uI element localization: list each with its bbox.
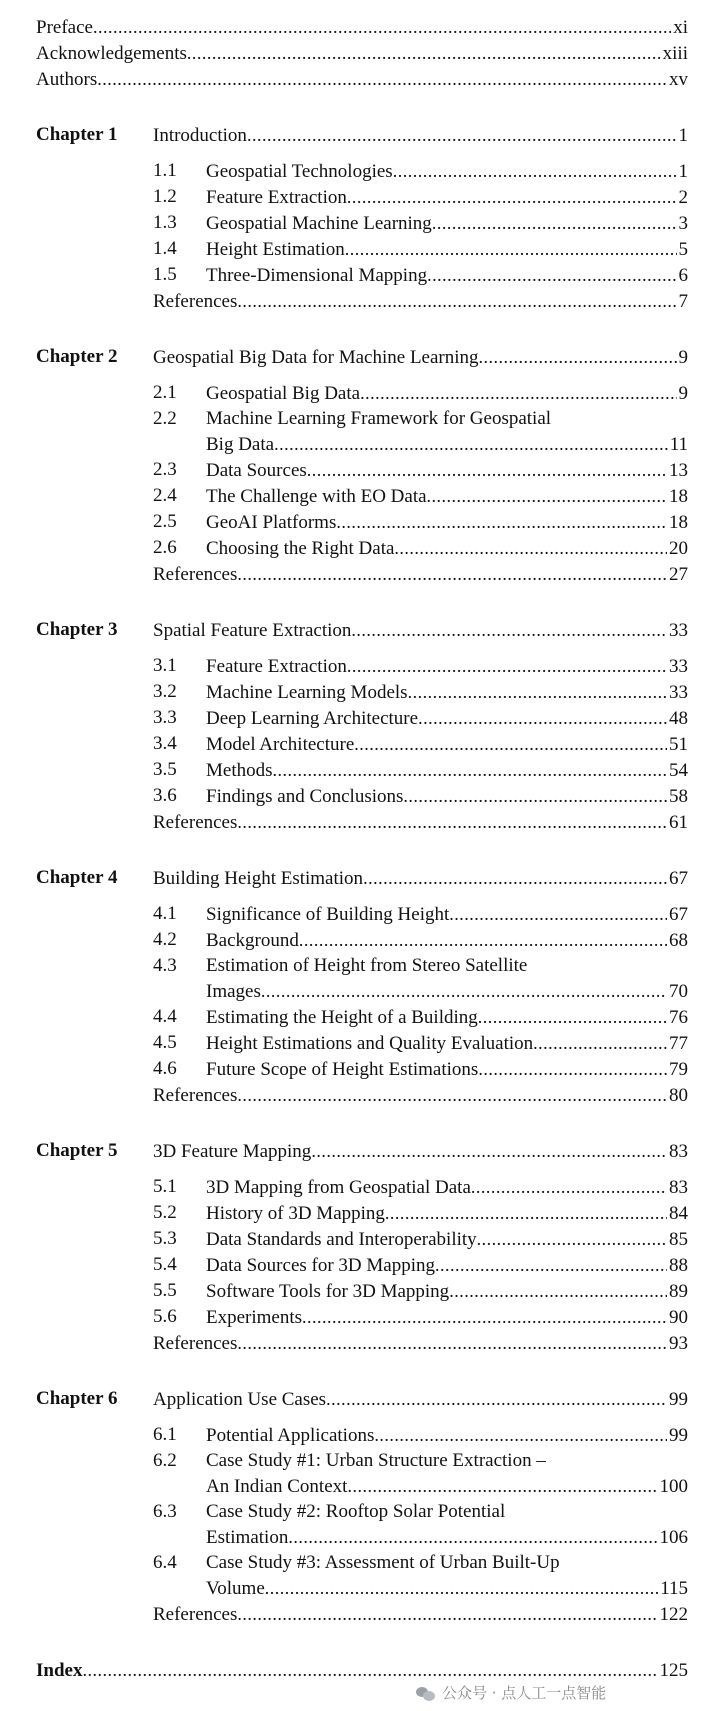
section-number: 4.3 bbox=[153, 955, 177, 976]
front-matter-entry-label: Authors bbox=[36, 69, 98, 90]
section-number: 2.2 bbox=[153, 408, 177, 429]
section-entry-label: Feature Extraction bbox=[206, 656, 347, 677]
chapter-number: Chapter 2 bbox=[36, 346, 118, 367]
section-entry-label: Geospatial Technologies bbox=[206, 161, 393, 182]
section-entry-page: 6 bbox=[678, 265, 688, 286]
section-entry-page: 84 bbox=[669, 1203, 688, 1224]
dot-leader bbox=[273, 757, 668, 776]
section-entry-label: Geospatial Big Data bbox=[206, 383, 361, 404]
section-number: 2.5 bbox=[153, 511, 177, 532]
references-entry-label: References bbox=[153, 564, 238, 585]
section-entry-label: 3D Mapping from Geospatial Data bbox=[206, 1177, 471, 1198]
dot-leader bbox=[237, 809, 667, 828]
chapter-entry[interactable] bbox=[36, 122, 688, 148]
references-entry-page: 93 bbox=[669, 1333, 688, 1354]
front-matter-entry[interactable] bbox=[36, 14, 688, 40]
dot-leader bbox=[302, 1304, 667, 1323]
dot-leader bbox=[385, 1200, 667, 1219]
section-entry[interactable] bbox=[36, 1474, 688, 1499]
section-entry-page: 48 bbox=[669, 708, 688, 729]
watermark-text: 公众号 · 点人工一点智能 bbox=[442, 1684, 607, 1702]
section-entry-label: The Challenge with EO Data bbox=[206, 486, 427, 507]
section-entry-page: 11 bbox=[669, 434, 688, 455]
dot-leader bbox=[237, 1082, 667, 1101]
chapter-entry-label: Spatial Feature Extraction bbox=[153, 620, 352, 641]
section-number: 1.4 bbox=[153, 238, 177, 259]
section-entry[interactable] bbox=[36, 1226, 688, 1252]
section-entry-page: 58 bbox=[669, 786, 688, 807]
section-entry-label: GeoAI Platforms bbox=[206, 512, 337, 533]
dot-leader bbox=[449, 1278, 667, 1297]
references-entry-page: 122 bbox=[659, 1604, 688, 1625]
section-entry[interactable] bbox=[36, 927, 688, 953]
section-entry-page: 18 bbox=[669, 486, 688, 507]
section-entry-page: 13 bbox=[669, 460, 688, 481]
section-number: 2.1 bbox=[153, 382, 177, 403]
front-matter-entry-page: xv bbox=[669, 69, 688, 90]
dot-leader bbox=[432, 210, 677, 229]
section-entry-page: 83 bbox=[669, 1177, 688, 1198]
spacer bbox=[36, 1108, 688, 1138]
chapter-entry-page: 83 bbox=[669, 1141, 688, 1162]
section-entry-label: Three-Dimensional Mapping bbox=[206, 265, 428, 286]
dot-leader bbox=[345, 236, 677, 255]
references-entry[interactable] bbox=[36, 561, 688, 587]
chapter-entry[interactable] bbox=[36, 344, 688, 370]
front-matter-entry-label: Acknowledgements bbox=[36, 43, 187, 64]
section-entry[interactable] bbox=[36, 1004, 688, 1030]
section-entry-label: Experiments bbox=[206, 1307, 303, 1328]
dot-leader bbox=[363, 865, 667, 884]
dot-leader bbox=[533, 1030, 667, 1049]
dot-leader bbox=[478, 1056, 667, 1075]
section-entry[interactable] bbox=[36, 1252, 688, 1278]
section-number: 5.4 bbox=[153, 1254, 177, 1275]
dot-leader bbox=[347, 1474, 657, 1493]
index-entry-label: Index bbox=[36, 1660, 83, 1681]
section-entry-label: Volume bbox=[206, 1578, 265, 1599]
watermark bbox=[416, 1682, 606, 1703]
section-number: 2.4 bbox=[153, 485, 177, 506]
section-entry[interactable] bbox=[36, 210, 688, 236]
section-entry-page: 33 bbox=[669, 682, 688, 703]
section-entry[interactable] bbox=[36, 1278, 688, 1304]
dot-leader bbox=[274, 432, 668, 451]
spacer bbox=[36, 1412, 688, 1422]
section-number: 5.3 bbox=[153, 1228, 177, 1249]
chapter-entry[interactable] bbox=[36, 865, 688, 891]
section-number: 1.5 bbox=[153, 264, 177, 285]
references-entry[interactable] bbox=[36, 1601, 688, 1627]
chapter-entry-page: 67 bbox=[669, 868, 688, 889]
section-entry-label: Images bbox=[206, 981, 261, 1002]
section-entry[interactable] bbox=[36, 535, 688, 561]
references-entry-page: 61 bbox=[669, 812, 688, 833]
section-entry[interactable] bbox=[36, 1422, 688, 1448]
dot-leader bbox=[471, 1174, 667, 1193]
section-entry-page: 106 bbox=[659, 1527, 688, 1548]
references-entry-label: References bbox=[153, 1604, 238, 1625]
section-entry-label: Height Estimations and Quality Evaluation bbox=[206, 1033, 534, 1054]
section-entry-page: 3 bbox=[678, 213, 688, 234]
section-number: 4.2 bbox=[153, 929, 177, 950]
section-entry-label: Estimating the Height of a Building bbox=[206, 1007, 478, 1028]
chapter-entry-page: 33 bbox=[669, 620, 688, 641]
dot-leader bbox=[326, 1386, 667, 1405]
section-entry[interactable] bbox=[36, 432, 688, 457]
chapter-entry-label: Application Use Cases bbox=[153, 1389, 327, 1410]
section-entry-page: 76 bbox=[669, 1007, 688, 1028]
chapter-entry-label: 3D Feature Mapping bbox=[153, 1141, 312, 1162]
section-entry-label: Choosing the Right Data bbox=[206, 538, 395, 559]
section-entry-label: Big Data bbox=[206, 434, 275, 455]
dot-leader bbox=[403, 783, 667, 802]
section-entry-label: Data Standards and Interoperability bbox=[206, 1229, 477, 1250]
dot-leader bbox=[93, 14, 671, 33]
references-entry-label: References bbox=[153, 1333, 238, 1354]
section-entry-label: Machine Learning Framework for Geospatial bbox=[206, 408, 552, 429]
section-entry[interactable] bbox=[36, 1174, 688, 1200]
section-entry-page: 85 bbox=[669, 1229, 688, 1250]
section-number: 6.3 bbox=[153, 1501, 177, 1522]
spacer bbox=[36, 643, 688, 653]
dot-leader bbox=[336, 509, 667, 528]
chapter-number: Chapter 1 bbox=[36, 124, 118, 145]
section-entry[interactable] bbox=[36, 406, 688, 432]
index-entry[interactable] bbox=[36, 1657, 688, 1683]
front-matter-entry-page: xi bbox=[673, 17, 688, 38]
section-entry-label: Estimation bbox=[206, 1527, 289, 1548]
section-number: 4.4 bbox=[153, 1006, 177, 1027]
section-entry-page: 99 bbox=[669, 1425, 688, 1446]
references-entry[interactable] bbox=[36, 288, 688, 314]
spacer bbox=[36, 314, 688, 344]
dot-leader bbox=[187, 40, 661, 59]
spacer bbox=[36, 587, 688, 617]
section-entry-label: History of 3D Mapping bbox=[206, 1203, 385, 1224]
section-number: 6.1 bbox=[153, 1424, 177, 1445]
chapter-number: Chapter 3 bbox=[36, 619, 118, 640]
section-entry-page: 77 bbox=[669, 1033, 688, 1054]
chapter-entry-label: Introduction bbox=[153, 125, 247, 146]
section-entry-label: An Indian Context bbox=[206, 1476, 348, 1497]
chapter-entry[interactable] bbox=[36, 1138, 688, 1164]
dot-leader bbox=[237, 561, 667, 580]
section-entry[interactable] bbox=[36, 262, 688, 288]
references-entry[interactable] bbox=[36, 809, 688, 835]
section-entry[interactable] bbox=[36, 679, 688, 705]
section-number: 3.2 bbox=[153, 681, 177, 702]
references-entry-label: References bbox=[153, 812, 238, 833]
chapter-entry-page: 99 bbox=[669, 1389, 688, 1410]
section-entry-page: 70 bbox=[669, 981, 688, 1002]
section-entry[interactable] bbox=[36, 457, 688, 483]
references-entry[interactable] bbox=[36, 1082, 688, 1108]
section-number: 4.6 bbox=[153, 1058, 177, 1079]
section-entry[interactable] bbox=[36, 1200, 688, 1226]
dot-leader bbox=[351, 617, 667, 636]
front-matter-entry[interactable] bbox=[36, 66, 688, 92]
section-number: 4.5 bbox=[153, 1032, 177, 1053]
chapter-entry-label: Building Height Estimation bbox=[153, 868, 364, 889]
dot-leader bbox=[247, 122, 677, 141]
section-entry[interactable] bbox=[36, 1056, 688, 1082]
section-entry[interactable] bbox=[36, 705, 688, 731]
section-entry-label: Background bbox=[206, 930, 299, 951]
dot-leader bbox=[374, 1422, 667, 1441]
dot-leader bbox=[299, 927, 667, 946]
section-entry-label: Model Architecture bbox=[206, 734, 355, 755]
chapter-number: Chapter 4 bbox=[36, 867, 118, 888]
section-entry-label: Potential Applications bbox=[206, 1425, 375, 1446]
spacer bbox=[36, 1356, 688, 1386]
section-number: 1.3 bbox=[153, 212, 177, 233]
dot-leader bbox=[477, 1226, 667, 1245]
section-number: 3.1 bbox=[153, 655, 177, 676]
chapter-entry-page: 1 bbox=[678, 125, 688, 146]
section-entry[interactable] bbox=[36, 901, 688, 927]
references-entry-page: 7 bbox=[678, 291, 688, 312]
section-number: 5.2 bbox=[153, 1202, 177, 1223]
dot-leader bbox=[261, 979, 667, 998]
section-entry-page: 2 bbox=[678, 187, 688, 208]
dot-leader bbox=[237, 1601, 657, 1620]
section-entry-label: Estimation of Height from Stereo Satellite bbox=[206, 955, 528, 976]
dot-leader bbox=[435, 1252, 667, 1271]
section-number: 3.6 bbox=[153, 785, 177, 806]
section-entry-label: Machine Learning Models bbox=[206, 682, 408, 703]
spacer bbox=[36, 1164, 688, 1174]
wechat-icon bbox=[416, 1685, 436, 1701]
spacer bbox=[36, 891, 688, 901]
references-entry[interactable] bbox=[36, 1330, 688, 1356]
dot-leader bbox=[307, 457, 667, 476]
section-entry-label: Feature Extraction bbox=[206, 187, 347, 208]
references-entry-label: References bbox=[153, 291, 238, 312]
dot-leader bbox=[360, 380, 676, 399]
section-entry[interactable] bbox=[36, 653, 688, 679]
section-number: 2.3 bbox=[153, 459, 177, 480]
dot-leader bbox=[418, 705, 667, 724]
chapter-entry[interactable] bbox=[36, 617, 688, 643]
dot-leader bbox=[479, 344, 677, 363]
section-entry-label: Findings and Conclusions bbox=[206, 786, 404, 807]
section-entry-page: 90 bbox=[669, 1307, 688, 1328]
section-entry[interactable] bbox=[36, 783, 688, 809]
section-entry-label: Height Estimation bbox=[206, 239, 345, 260]
section-entry-page: 20 bbox=[669, 538, 688, 559]
section-entry[interactable] bbox=[36, 380, 688, 406]
section-entry[interactable] bbox=[36, 184, 688, 210]
section-number: 3.4 bbox=[153, 733, 177, 754]
dot-leader bbox=[347, 653, 667, 672]
section-entry[interactable] bbox=[36, 509, 688, 535]
chapter-entry-label: Geospatial Big Data for Machine Learning bbox=[153, 347, 479, 368]
section-entry[interactable] bbox=[36, 1499, 688, 1525]
section-entry-page: 54 bbox=[669, 760, 688, 781]
spacer bbox=[36, 1627, 688, 1657]
section-entry-label: Software Tools for 3D Mapping bbox=[206, 1281, 450, 1302]
section-entry-page: 18 bbox=[669, 512, 688, 533]
section-entry-page: 100 bbox=[659, 1476, 688, 1497]
section-entry[interactable] bbox=[36, 1030, 688, 1056]
section-entry-label: Deep Learning Architecture bbox=[206, 708, 419, 729]
dot-leader bbox=[347, 184, 677, 203]
references-entry-page: 27 bbox=[669, 564, 688, 585]
section-entry[interactable] bbox=[36, 953, 688, 979]
spacer bbox=[36, 92, 688, 122]
section-entry-page: 33 bbox=[669, 656, 688, 677]
section-entry-label: Case Study #2: Rooftop Solar Potential bbox=[206, 1501, 506, 1522]
section-entry[interactable] bbox=[36, 1576, 688, 1601]
dot-leader bbox=[354, 731, 667, 750]
dot-leader bbox=[288, 1525, 657, 1544]
section-entry-label: Case Study #3: Assessment of Urban Built-Up bbox=[206, 1552, 560, 1573]
section-entry-label: Future Scope of Height Estimations bbox=[206, 1059, 479, 1080]
table-of-contents bbox=[36, 14, 688, 1683]
dot-leader bbox=[393, 158, 677, 177]
chapter-entry-page: 9 bbox=[678, 347, 688, 368]
section-entry-page: 51 bbox=[669, 734, 688, 755]
front-matter-entry-page: xiii bbox=[662, 43, 688, 64]
dot-leader bbox=[311, 1138, 667, 1157]
spacer bbox=[36, 835, 688, 865]
section-entry-page: 89 bbox=[669, 1281, 688, 1302]
dot-leader bbox=[394, 535, 667, 554]
section-number: 6.4 bbox=[153, 1552, 177, 1573]
section-number: 5.1 bbox=[153, 1176, 177, 1197]
section-entry[interactable] bbox=[36, 757, 688, 783]
section-entry-label: Geospatial Machine Learning bbox=[206, 213, 432, 234]
section-entry[interactable] bbox=[36, 1448, 688, 1474]
section-entry-page: 79 bbox=[669, 1059, 688, 1080]
section-entry[interactable] bbox=[36, 979, 688, 1004]
section-number: 2.6 bbox=[153, 537, 177, 558]
section-number: 3.3 bbox=[153, 707, 177, 728]
section-entry-label: Methods bbox=[206, 760, 273, 781]
section-entry-page: 5 bbox=[678, 239, 688, 260]
dot-leader bbox=[237, 288, 676, 307]
section-number: 4.1 bbox=[153, 903, 177, 924]
index-entry-page: 125 bbox=[659, 1660, 688, 1681]
chapter-entry[interactable] bbox=[36, 1386, 688, 1412]
section-entry[interactable] bbox=[36, 1550, 688, 1576]
dot-leader bbox=[427, 262, 676, 281]
front-matter-entry[interactable] bbox=[36, 40, 688, 66]
dot-leader bbox=[82, 1657, 657, 1676]
section-number: 1.1 bbox=[153, 160, 177, 181]
front-matter-entry-label: Preface bbox=[36, 17, 93, 38]
section-entry-page: 88 bbox=[669, 1255, 688, 1276]
section-entry-page: 9 bbox=[678, 383, 688, 404]
section-entry-page: 67 bbox=[669, 904, 688, 925]
dot-leader bbox=[478, 1004, 667, 1023]
section-number: 3.5 bbox=[153, 759, 177, 780]
section-entry[interactable] bbox=[36, 731, 688, 757]
section-entry-page: 68 bbox=[669, 930, 688, 951]
references-entry-label: References bbox=[153, 1085, 238, 1106]
section-number: 1.2 bbox=[153, 186, 177, 207]
section-number: 5.6 bbox=[153, 1306, 177, 1327]
references-entry-page: 80 bbox=[669, 1085, 688, 1106]
spacer bbox=[36, 148, 688, 158]
section-entry-page: 115 bbox=[660, 1578, 688, 1599]
section-entry[interactable] bbox=[36, 1525, 688, 1550]
dot-leader bbox=[449, 901, 667, 920]
dot-leader bbox=[97, 66, 667, 85]
section-entry-page: 1 bbox=[678, 161, 688, 182]
section-number: 5.5 bbox=[153, 1280, 177, 1301]
chapter-number: Chapter 6 bbox=[36, 1388, 118, 1409]
dot-leader bbox=[408, 679, 667, 698]
dot-leader bbox=[265, 1576, 658, 1595]
section-number: 6.2 bbox=[153, 1450, 177, 1471]
section-entry-label: Case Study #1: Urban Structure Extraction – bbox=[206, 1450, 546, 1471]
section-entry[interactable] bbox=[36, 483, 688, 509]
section-entry[interactable] bbox=[36, 236, 688, 262]
dot-leader bbox=[427, 483, 667, 502]
section-entry[interactable] bbox=[36, 1304, 688, 1330]
spacer bbox=[36, 370, 688, 380]
section-entry-label: Data Sources for 3D Mapping bbox=[206, 1255, 436, 1276]
chapter-number: Chapter 5 bbox=[36, 1140, 118, 1161]
dot-leader bbox=[237, 1330, 667, 1349]
section-entry[interactable] bbox=[36, 158, 688, 184]
section-entry-label: Data Sources bbox=[206, 460, 307, 481]
section-entry-label: Significance of Building Height bbox=[206, 904, 450, 925]
